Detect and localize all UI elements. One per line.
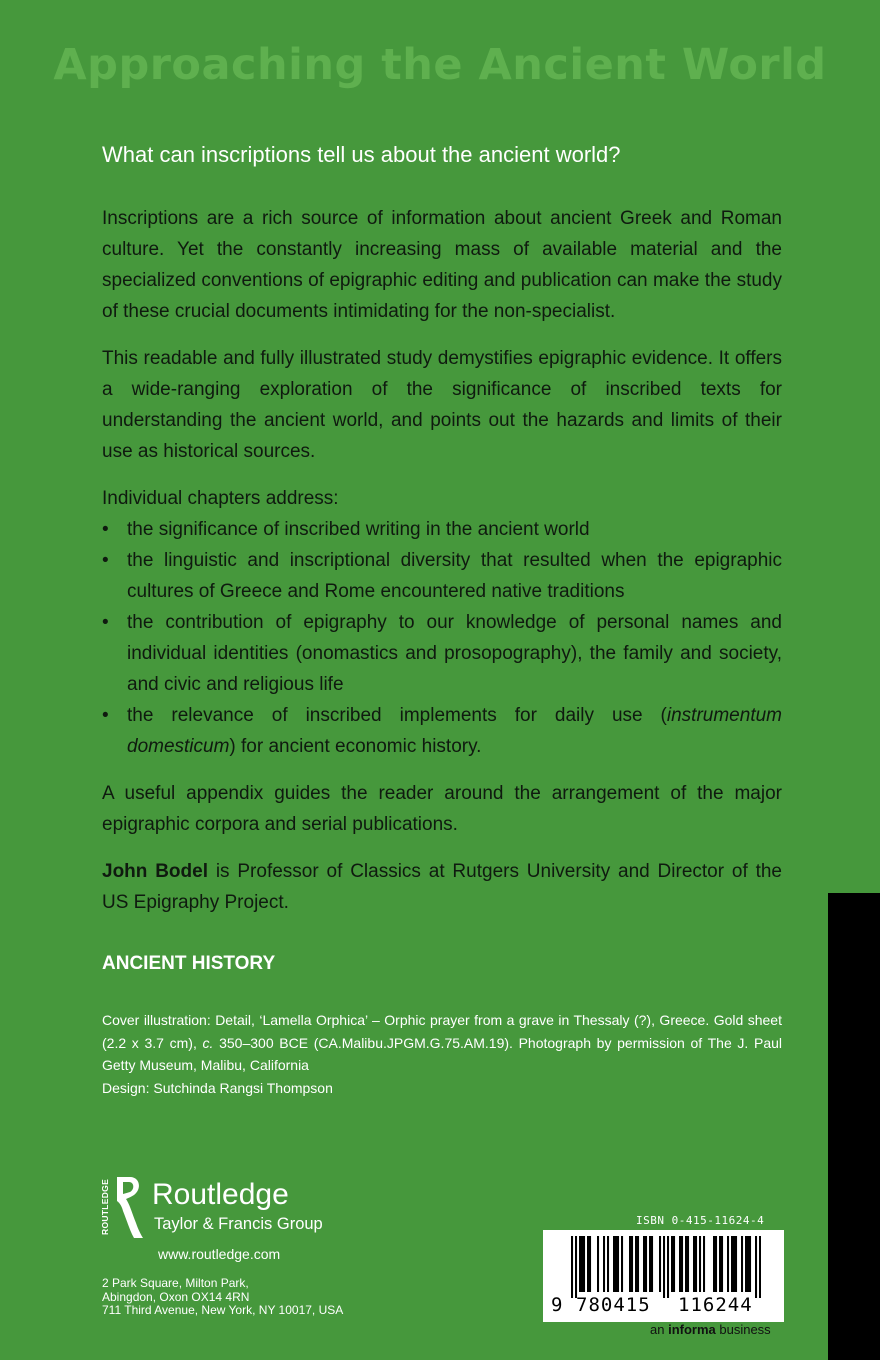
barcode-bar — [685, 1236, 687, 1292]
chapter-item-text: the contribution of epigraphy to our knowledge of personal names and individual identities (onomastics and prosopography), the family and society, and civic and religious life — [127, 612, 782, 695]
barcode-bar — [635, 1236, 637, 1292]
barcode-bar — [727, 1236, 729, 1292]
chapter-item-text — [127, 705, 782, 757]
barcode-bar — [667, 1236, 669, 1298]
subject-label: ANCIENT HISTORY — [102, 953, 276, 974]
barcode-bar — [741, 1236, 743, 1292]
informa-tagline — [650, 1322, 771, 1337]
barcode-bar — [703, 1236, 705, 1292]
chapter-item-text: the significance of inscribed writing in the ancient world — [127, 519, 590, 540]
barcode-bar — [759, 1236, 761, 1298]
credit-text-end: 350–300 BCE (CA.Malibu.JPGM.G.75.AM.19). Photograph by permission of The J. Paul Getty Museum, Malibu, California — [102, 1034, 782, 1073]
chapter-item-text: the linguistic and inscriptional diversity that resulted when the epigraphic cultures of Greece and Rome encountered native traditions — [127, 550, 782, 602]
barcode-bar — [607, 1236, 609, 1292]
routledge-r-icon — [114, 1175, 144, 1239]
barcode-bar — [581, 1236, 583, 1292]
barcode-bar — [693, 1236, 695, 1292]
barcode-bar — [637, 1236, 639, 1292]
barcode-bar — [613, 1236, 615, 1292]
cover-credit — [102, 1009, 782, 1099]
bullet: • — [102, 519, 109, 540]
informa-word: informa — [668, 1322, 716, 1337]
credit-italic: c. — [202, 1034, 214, 1051]
barcode-bar — [643, 1236, 645, 1292]
barcode-bar — [659, 1236, 661, 1292]
barcode-bar — [749, 1236, 751, 1292]
list-item — [102, 545, 782, 607]
chapter-list — [102, 483, 782, 762]
barcode-bar — [713, 1236, 715, 1292]
barcode-bar — [649, 1236, 651, 1292]
list-item — [102, 514, 782, 545]
credit-text-start: Cover illustration: Detail, ‘Lamella Orphica’ – Orphic prayer from a grave in Thessaly (?), Greece. Gold sheet (2.2 x 3.7 cm), — [102, 1012, 782, 1051]
barcode — [543, 1230, 784, 1322]
barcode-bar — [589, 1236, 591, 1292]
barcode-first-digit: 9 — [551, 1294, 564, 1316]
barcode-bar — [733, 1236, 735, 1292]
barcode-bar — [597, 1236, 599, 1292]
cover-illustration-credit — [102, 1009, 782, 1077]
bullet: • — [102, 550, 109, 571]
informa-suffix: business — [715, 1322, 771, 1337]
address-line: Abingdon, Oxon OX14 4RN — [102, 1289, 250, 1304]
author-bio: is Professor of Classics at Rutgers University and Director of the US Epigraphy Project. — [102, 861, 782, 913]
publisher-website: www.routledge.com — [158, 1246, 281, 1262]
barcode-bar — [645, 1236, 647, 1292]
description-paragraph-1: Inscriptions are a rich source of information about ancient Greek and Roman culture. Yet the constantly increasing mass of available material and the specialized conventions of epigraphic editing and publication can make the study of these crucial documents intimidating for the non-specialist. — [102, 208, 782, 322]
chapter-item-text-start: the relevance of inscribed implements for daily use ( — [127, 705, 667, 726]
list-item — [102, 607, 782, 700]
barcode-bar — [755, 1236, 757, 1298]
publisher-name: Routledge — [152, 1178, 289, 1211]
barcode-bar — [735, 1236, 737, 1292]
series-title: Approaching the Ancient World — [53, 40, 827, 90]
barcode-bar — [699, 1236, 701, 1292]
bullet: • — [102, 612, 109, 633]
barcode-bar — [621, 1236, 623, 1292]
author-paragraph — [102, 856, 782, 918]
barcode-bar — [575, 1236, 577, 1298]
isbn: ISBN 0-415-11624-4 — [636, 1214, 765, 1227]
barcode-bar — [715, 1236, 717, 1292]
barcode-bar — [731, 1236, 733, 1292]
barcode-bar — [719, 1236, 721, 1292]
barcode-bar — [571, 1236, 573, 1298]
barcode-bar — [747, 1236, 749, 1292]
barcode-bar — [679, 1236, 681, 1292]
chapter-list-intro: Individual chapters address: — [102, 488, 339, 509]
barcode-bar — [681, 1236, 683, 1292]
barcode-group-1: 780415 — [576, 1294, 651, 1316]
chapter-item-italic: instrumentum domesticum — [127, 705, 782, 757]
publisher-logo — [100, 1175, 340, 1245]
publisher-group: Taylor & Francis Group — [154, 1215, 323, 1233]
barcode-bar — [663, 1236, 665, 1298]
barcode-bar — [687, 1236, 689, 1292]
barcode-bar — [603, 1236, 605, 1292]
description-paragraph-2: This readable and fully illustrated study demystifies epigraphic evidence. It offers a wide-ranging exploration of the significance of inscribed texts for understanding the ancient world, and points out the hazards and limits of their use as historical sources. — [102, 348, 782, 462]
barcode-bar — [631, 1236, 633, 1292]
barcode-bar — [615, 1236, 617, 1292]
barcode-bar — [745, 1236, 747, 1292]
barcode-group-2: 116244 — [678, 1294, 753, 1316]
barcode-bar — [587, 1236, 589, 1292]
headline: What can inscriptions tell us about the ancient world? — [102, 142, 621, 167]
appendix-paragraph: A useful appendix guides the reader around the arrangement of the major epigraphic corpora and serial publications. — [102, 783, 782, 835]
barcode-bar — [651, 1236, 653, 1292]
barcode-bar — [617, 1236, 619, 1292]
barcode-bar — [721, 1236, 723, 1292]
bullet: • — [102, 705, 109, 726]
barcode-bar — [583, 1236, 585, 1292]
list-item — [102, 700, 782, 762]
spine-edge — [828, 893, 880, 1360]
design-credit: Design: Sutchinda Rangsi Thompson — [102, 1079, 333, 1096]
chapter-item-text-end: ) for ancient economic history. — [229, 736, 482, 757]
logo-vertical-text: ROUTLEDGE — [100, 1178, 110, 1236]
barcode-bar — [629, 1236, 631, 1292]
publisher-address — [102, 1277, 343, 1318]
barcode-bar — [695, 1236, 697, 1292]
informa-prefix: an — [650, 1322, 669, 1337]
barcode-bars — [571, 1236, 761, 1298]
address-line: 711 Third Avenue, New York, NY 10017, USA — [102, 1303, 344, 1317]
address-line: 2 Park Square, Milton Park, — [102, 1276, 249, 1290]
author-name: John Bodel — [102, 861, 208, 882]
barcode-bar — [673, 1236, 675, 1292]
barcode-bar — [579, 1236, 581, 1292]
barcode-bar — [671, 1236, 673, 1292]
